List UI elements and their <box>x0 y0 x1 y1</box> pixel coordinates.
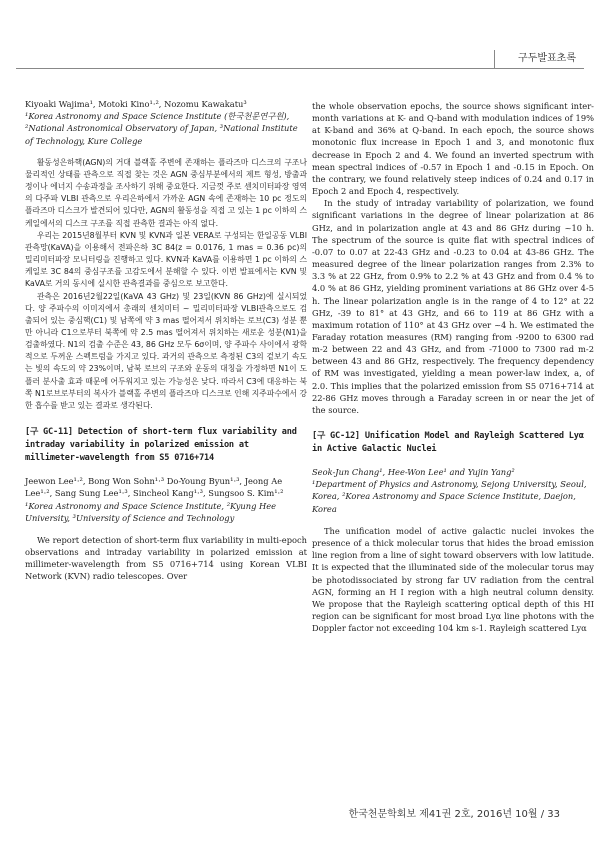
right-column <box>312 100 594 634</box>
abstract3-affiliation: ¹Department of Physics and Astronomy, Sejong University, Seoul, Korea, ²Korea Astronomy and Space Science Institute, Daejon, Korea <box>312 479 587 514</box>
header-rule <box>16 68 584 69</box>
abstract1-paragraph: 관측은 2016년2월22일(KaVA 43 GHz) 및 23일(KVN 86 GHz)에 실시되었다. 양 주파수의 이미지에서 총래의 센치미터 ~ 밀리미터파장 VLBI관측으로도 검출되어 있는 중심핵(C1) 및 남쪽에 약 3 mas 떨어져서 위치하는 로브(C3) 성분 뿐만 아니라 C1으로부터 북쪽에 약 2.5 mas 떨어져서 위치하는 새로운 성분(N1)을 검출하였다. N1의 검출 수준은 43, 86 GHz 모두 6σ이며, 양 주파수 사이에서 광학적으로 두꺼운 스펙트럼을 가지고 있다. 과거의 관측으로 측정된 C3의 겉보기 속도는 빛의 속도의 약 23%이며, 남북 로브의 구조와 운동의 대칭을 가정하면 N1이 도플러 분사출 효과 때문에 어두워지고 있는 가능성은 낮다. 따라서 C3에 대응하는 북쪽 N1로브로부터의 복사가 블랙홀 주변의 플라즈마 디스크로 인해 지주파수에서 강한 흡수를 받고 있는 결과로 생각된다. <box>25 291 308 410</box>
abstract3-paragraph: The unification model of active galactic nuclei invokes the presence of a thick molecular torus that hides the broad emission line region from a line of sight toward observers with low latitude. It is expected that the illuminated side of the molecular torus may be photodissociated by strong far UV radiation from the central AGN, forming an H I region with a high neutral column density. We propose that the Rayleigh scattering optical depth of this HI region can be significant for most broad Lyα line photons with the Doppler factor not exceeding 104 km s-1. Rayleigh scattered Lyα <box>312 525 594 634</box>
abstract1-authors: Kiyoaki Wajima¹, Motoki Kino¹·², Nozomu Kawakatu³ <box>25 99 247 109</box>
abstract1-paragraph: 활동성은하핵(AGN)의 거대 블랙홀 주변에 존재하는 플라즈마 디스크의 구조나 물리적인 상태를 관측으로 직접 찾는 것은 AGN 중심부분에서의 제트 형성, 방출과정이나 에너지 수송과정을 조사하기 위해 중요한다. 지금껏 주로 센치미터파장 영역의 다주파 VLBI 관측으로 우리은하에서 가까운 AGN 속에 존재하는 10 pc 정도의 플라즈마 디스크가 발견되어 있다만, AGN의 활동성을 직접 고 있는 1 pc 이하의 스케일에서의 디스크 구조를 직접 관측한 결과는 아직 없다. <box>25 157 307 228</box>
abstract2-authors: Jeewon Lee¹·², Bong Won Sohn¹·³ Do-Young Byun¹·³, Jeong Ae Lee¹·², Sang Sung Lee¹·³, Sincheol Kang¹·³, Sungsoo S. Kim¹·² <box>25 476 284 499</box>
page-footer: 한국천문학회보 제41권 2호, 2016년 10월 / 33 <box>348 809 560 820</box>
abstract1-paragraph: 우리는 2015년8월부터 KVN 및 KVN과 일본 VERA로 구성되는 한일공동 VLBI 관측망(KaVA)을 이용해서 전파은하 3C 84(z = 0.0176, 1 mas = 0.36 pc)의 밀리미터파장 모니터링을 진행하고 있다. KVN과 KaVA를 이용하면 1 pc 이하의 스케일로 3C 84의 중심구조를 고감도에서 분해할 수 있다. 이번 발표에서는 KVN 및 KaVA로 거의 동시에 실시한 관측결과를 중심으로 보고한다. <box>25 230 307 289</box>
abstract3-authors: Seok-Jun Chang¹, Hee-Won Lee¹ and Yujin Yang² <box>312 467 515 478</box>
abstract2-paragraph: In the study of intraday variability of polarization, we found significant variations in the degree of linear polarization at 86 GHz, and in polarization angle at 43 and 86 GHz during ~10 h. The spectrum of the source is quite flat with spectral indices of -0.07 to 0.07 at 22-43 GHz and -0.23 to 0.04 at 43-86 GHz. The measured degree of the linear polarization ranges from 2.3% to 3.3 % at 22 GHz, from 0.9% to 2.2 % at 43 GHz and from 0.4 % to 4.0 % at 86 GHz, yielding prominent variations at 86 GHz over 4-5 h. The linear polarization angle is in the range of 4 to 12° at 22 GHz, -39 to 81° at 43 GHz, and 66 to 119 at 86 GHz with a maximum rotation of 110° at 43 GHz over ~4 h. We estimated the Faraday rotation measures (RM) ranging from -9200 to 6300 rad m-2 between 22 and 43 GHz, and from -71000 to 7300 rad m-2 between 43 and 86 GHz, respectively. The frequency dependency of RM was investigated, yielding a mean power-law index, a, of 2.0. This implies that the polarized emission from S5 0716+714 at 22-86 GHz moves through a Faraday screen in or near the jet of the source. <box>312 198 594 415</box>
left-column <box>25 98 307 583</box>
abstract2-title: [구 GC-11] Detection of short-term flux variability and intraday variability in polarized emission at millimeter-wavelength from S5 0716+714 <box>25 427 297 464</box>
abstract2-paragraph: We report detection of short-term flux variability in multi-epoch observations and intraday variability in polarized emission at millimeter-wavelength from S5 0716+714 using Korean VLBI Network (KVN) radio telescopes. Over <box>25 534 307 582</box>
section-tab: 구두발표초록 <box>494 50 584 68</box>
abstract2-paragraph-continued: the whole observation epochs, the source shows significant inter-month variations at K- and Q-band with modulation indices of 19% at K-band and 36% at Q-band. In each epoch, the source shows monotonic flux increase in Epoch 1 and 3, and monotonic flux decrease in Epoch 2 and 4. We found an inverted spectrum with mean spectral indices of -0.57 in Epoch 1 and -0.15 in Epoch. On the contrary, we found relatively steep indices of 0.24 and 0.17 in Epoch 2 and Epoch 4, respectively. <box>312 101 594 197</box>
abstract3-title: [구 GC-12] Unification Model and Rayleigh Scattered Lyα in Active Galactic Nuclei <box>312 431 584 455</box>
abstract1-affiliation: ¹Korea Astronomy and Space Science Institute (한국천문연구원), ²National Astronomical Observatory of Japan, ³National Institute of Technology, Kure College <box>25 111 298 146</box>
abstract2-affiliation: ¹Korea Astronomy and Space Science Institute, ²Kyung Hee University, ³University of Science and Technology <box>25 500 277 523</box>
